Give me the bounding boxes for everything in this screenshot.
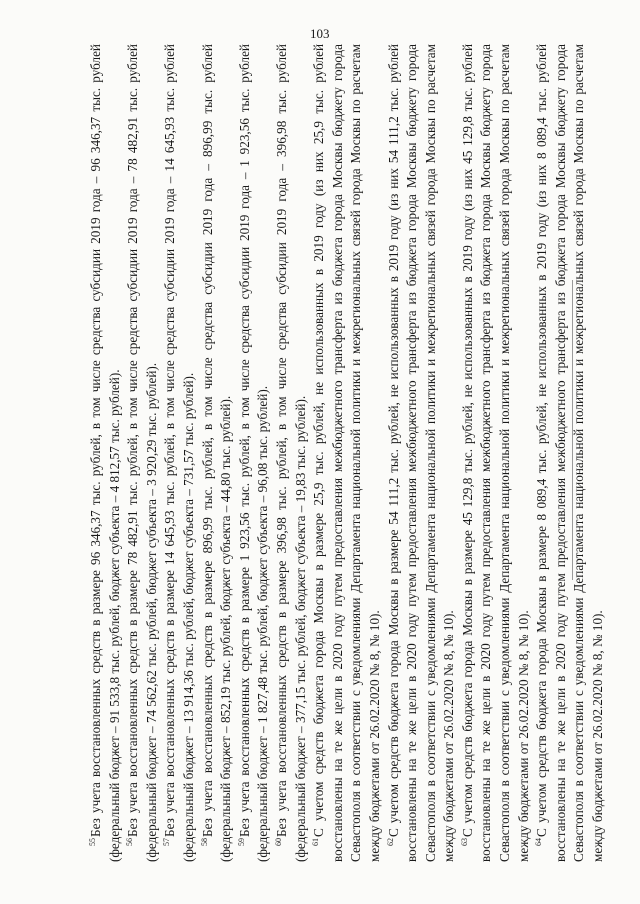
footnote-number: 57 bbox=[162, 838, 172, 846]
footnote-text: Без учета восстановленных средств в размере 96 346,37 тыс. рублей, в том числе средства субсидии 2019 года – 96 346,37 тыс. рублей (федеральный бюджет – 91 533,8 тыс. рублей, бюджет субъекта – 4 812,57 тыс. рублей). bbox=[88, 44, 122, 862]
footnote-text: Без учета восстановленных средств в размере 1 923,56 тыс. рублей, в том числе средства субсидии 2019 года – 1 923,56 тыс. рублей (федеральный бюджет – 1 827,48 тыс. рублей, бюджет субъекта – 96,08 тыс. рублей). bbox=[236, 44, 271, 862]
footnote-number: 58 bbox=[199, 838, 209, 846]
footnote bbox=[87, 44, 124, 862]
footnote-text: Без учета восстановленных средств в размере 896,99 тыс. рублей, в том числе средства субсидии 2019 года – 896,99 тыс. рублей (федеральный бюджет – 852,19 тыс. рублей, бюджет субъекта – 44,80 тыс. рублей). bbox=[199, 44, 234, 862]
footnote-number: 59 bbox=[236, 838, 246, 846]
footnote bbox=[124, 44, 161, 862]
footnote bbox=[459, 44, 533, 862]
footnote-text: С учетом средств бюджета города Москвы в размере 8 089,4 тыс. рублей, не использованных в 2019 году (из них 8 089,4 тыс. рублей восстановлены на те же цели в 2020 году путем предоставления межбюджетного трансферта из бюджета города Москвы бюджету города Севастополя в соответствии с уведомлениями Департамента национальной политики и межрегиональных связей города Москвы по расчетам между бюджетами от 26.02.2020 № 8, № 10). bbox=[534, 44, 606, 862]
footnote bbox=[273, 44, 310, 862]
footnote-number: 62 bbox=[385, 838, 395, 846]
footnote-number: 55 bbox=[88, 838, 97, 846]
footnote-number: 64 bbox=[534, 838, 544, 846]
footnote-text: С учетом средств бюджета города Москвы в размере 25,9 тыс. рублей, не использованных в 2019 году (из них 25,9 тыс. рублей восстановлены на те же цели в 2020 году путем предоставления межбюджетного трансферта из бюджета города Москвы бюджету города Севастополя в соответствии с уведомлениями Департамента национальной политики и межрегиональных связей города Москвы по расчетам между бюджетами от 26.02.2020 № 8, № 10). bbox=[311, 44, 382, 862]
footnote bbox=[161, 44, 198, 862]
footnote bbox=[199, 44, 236, 862]
footnote-text: Без учета восстановленных средств в размере 14 645,93 тыс. рублей, в том числе средства субсидии 2019 года – 14 645,93 тыс. рублей (федеральный бюджет – 13 914,36 тыс. рублей, бюджет субъекта – 731,57 тыс. рублей). bbox=[162, 44, 196, 862]
footnote-number: 60 bbox=[273, 838, 283, 846]
footnote-number: 61 bbox=[311, 838, 321, 846]
footnote-number: 63 bbox=[459, 838, 469, 846]
footnote-number: 56 bbox=[125, 838, 135, 846]
footnotes-block bbox=[87, 44, 606, 862]
footnote-text: Без учета восстановленных средств в размере 78 482,91 тыс. рублей, в том числе средства субсидии 2019 года – 78 482,91 тыс. рублей (федеральный бюджет – 74 562,62 тыс. рублей, бюджет субъекта – 3 920,29 тыс. рублей). bbox=[125, 44, 159, 862]
footnote-text: С учетом средств бюджета города Москвы в размере 54 111,2 тыс. рублей, не использованных в 2019 году (из них 54 111,2 тыс. рублей восстановлены на те же цели в 2020 году путем предоставления межбюджетного трансферта из бюджета города Москвы бюджету города Севастополя в соответствии с уведомлениями Департамента национальной политики и межрегиональных связей города Москвы по расчетам между бюджетами от 26.02.2020 № 8, № 10). bbox=[385, 44, 457, 862]
footnote bbox=[533, 44, 607, 862]
footnote-text: С учетом средств бюджета города Москвы в размере 45 129,8 тыс. рублей, не использованных в 2019 году (из них 45 129,8 тыс. рублей восстановлены на те же цели в 2020 году путем предоставления межбюджетного трансферта из бюджета города Москвы бюджету города Севастополя в соответствии с уведомлениями Департамента национальной политики и межрегиональных связей города Москвы по расчетам между бюджетами от 26.02.2020 № 8, № 10). bbox=[459, 44, 531, 862]
footnote bbox=[385, 44, 459, 862]
footnote-text: Без учета восстановленных средств в размере 396,98 тыс. рублей, в том числе средства субсидии 2019 года – 396,98 тыс. рублей (федеральный бюджет – 377,15 тыс. рублей, бюджет субъекта – 19,83 тыс. рублей). bbox=[273, 44, 308, 862]
footnote bbox=[236, 44, 273, 862]
footnote bbox=[310, 44, 384, 862]
page-number: 103 bbox=[310, 26, 330, 41]
